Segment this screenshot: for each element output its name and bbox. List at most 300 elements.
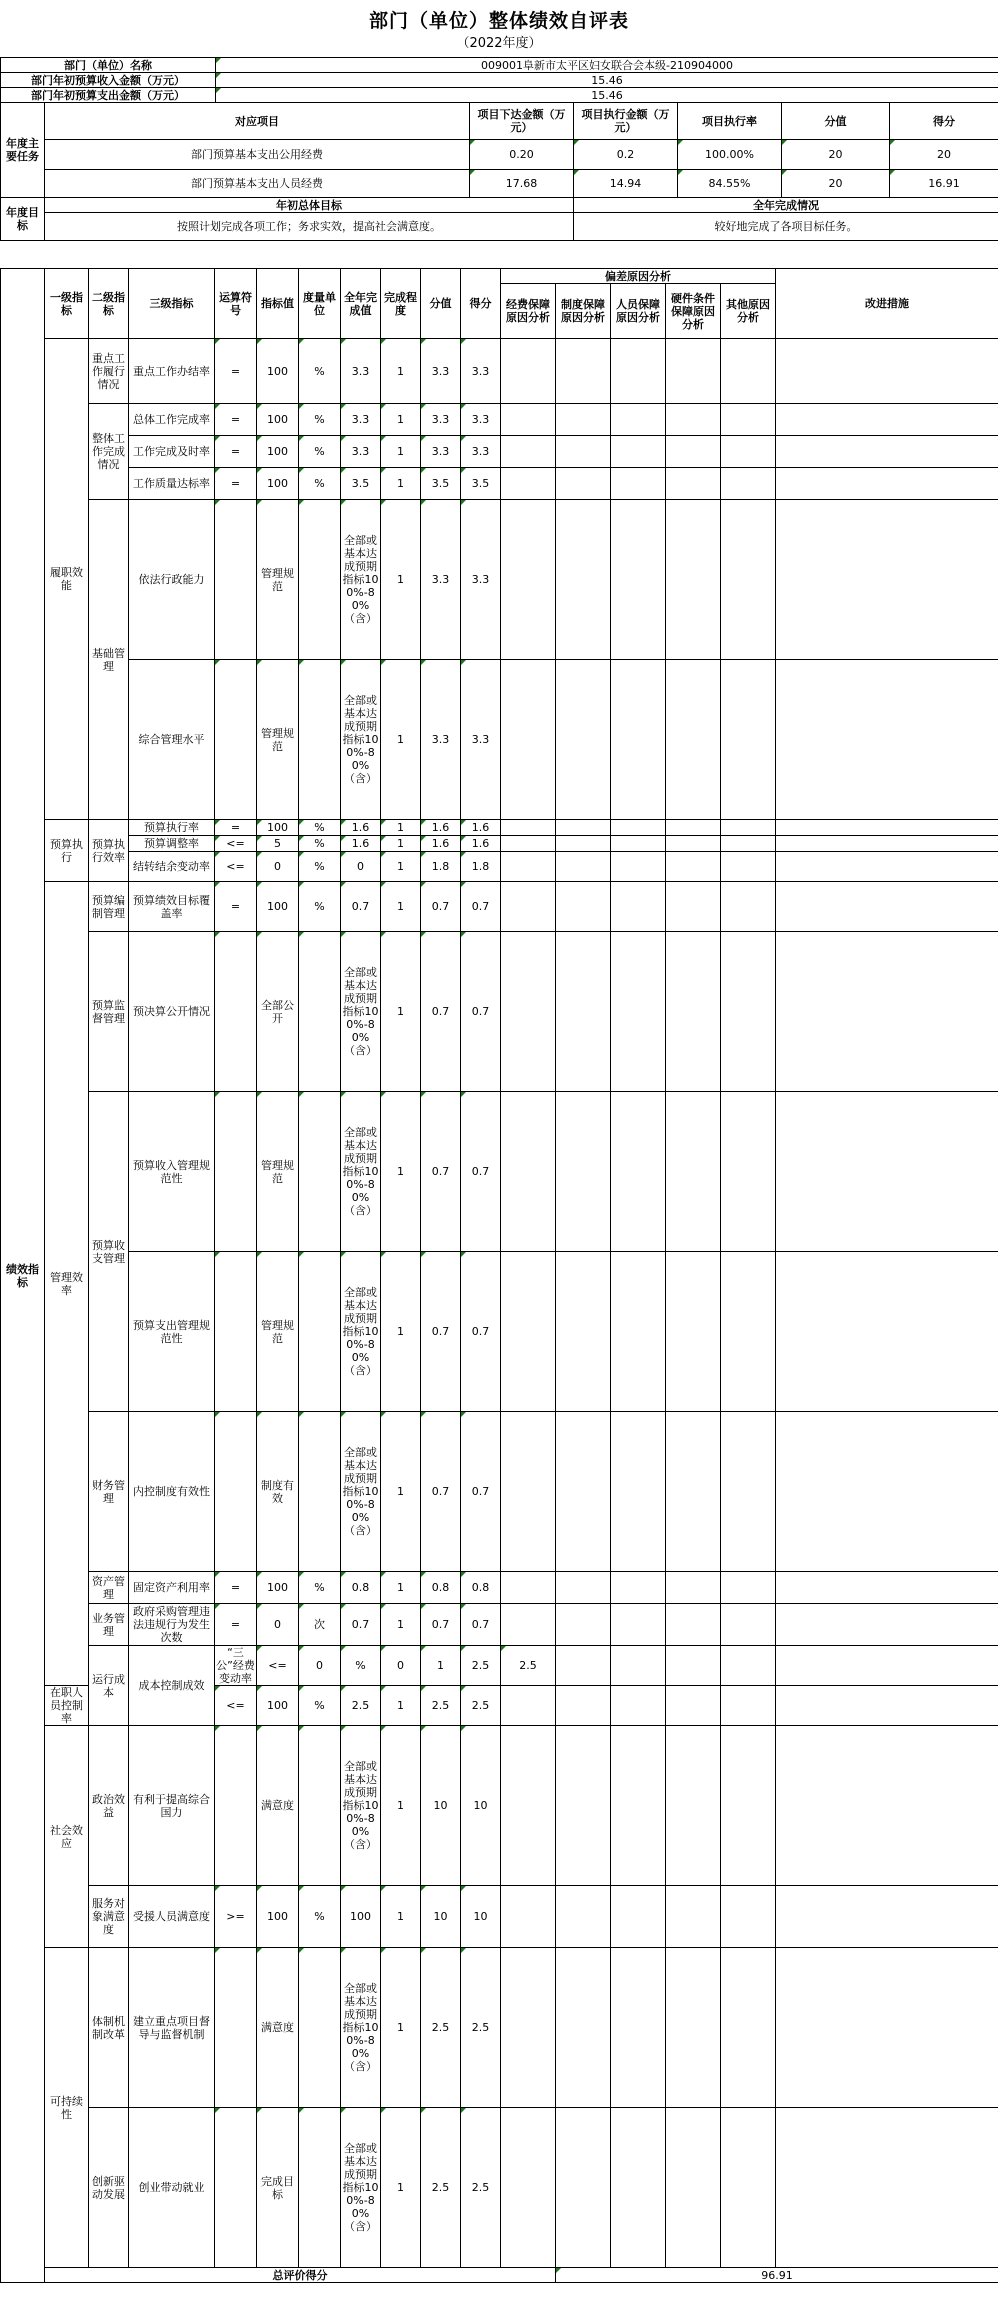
dev-cell: [721, 1886, 776, 1948]
degree-cell: 1: [381, 660, 421, 820]
dev-cell: [721, 2108, 776, 2268]
dev-cell: [556, 852, 611, 882]
unit-cell: %: [299, 1686, 341, 1726]
dev-cell: [666, 1948, 721, 2108]
l2-cell: 整体工作完成情况: [89, 404, 129, 500]
degree-cell: 1: [381, 404, 421, 436]
degree-cell: 1: [381, 468, 421, 500]
degree-cell: 1: [381, 820, 421, 836]
dev-cell: [721, 1572, 776, 1604]
value-cell: 2.5: [421, 1686, 461, 1726]
op-cell: [215, 932, 257, 1092]
l3-cell: 工作质量达标率: [129, 468, 215, 500]
improve-cell: [776, 932, 998, 1092]
l2-cell: 体制机制改革: [89, 1948, 129, 2108]
unit-cell: [299, 1948, 341, 2108]
value-cell: 3.5: [421, 468, 461, 500]
target-cell: 满意度: [257, 1726, 299, 1886]
actual-cell: 全部或基本达成预期指标100%-80%（含）: [341, 1726, 381, 1886]
dev-cell: [666, 339, 721, 404]
target-cell: 0: [257, 1604, 299, 1646]
dev-cell: [666, 404, 721, 436]
actual-cell: 0.7: [341, 882, 381, 932]
l1-cell: 预算执行: [45, 820, 89, 882]
dev-cell: [721, 436, 776, 468]
actual-cell: 100: [341, 1886, 381, 1948]
unit-cell: %: [299, 820, 341, 836]
dev-cell: [776, 1646, 998, 1686]
dev-cell: [721, 1092, 776, 1252]
target-cell: 0: [299, 1646, 341, 1686]
op-cell: =: [215, 436, 257, 468]
dev-cell: [611, 1686, 666, 1726]
task-value: 20: [782, 140, 890, 170]
dev-cell: [666, 882, 721, 932]
score-cell: 3.3: [461, 339, 501, 404]
op-cell: [215, 660, 257, 820]
dev-cell: [721, 1412, 776, 1572]
improve-cell: [776, 468, 998, 500]
col-dev: 偏差原因分析: [501, 269, 776, 284]
op-cell: [215, 1948, 257, 2108]
value-cell: 3.3: [421, 404, 461, 436]
op-cell: [215, 500, 257, 660]
goal-plan: 按照计划完成各项工作；务求实效，提高社会满意度。: [45, 213, 574, 241]
degree-cell: 1: [381, 1092, 421, 1252]
dev-cell: [721, 1252, 776, 1412]
l1-cell: 可持续性: [45, 1948, 89, 2268]
dev-cell: [666, 660, 721, 820]
total-label: 总评价得分: [45, 2268, 556, 2283]
col-item: 对应项目: [45, 103, 470, 140]
value-cell: 0.7: [421, 1252, 461, 1412]
degree-cell: 1: [381, 1572, 421, 1604]
value-cell: 1.8: [421, 852, 461, 882]
l2-cell: 服务对象满意度: [89, 1886, 129, 1948]
value-cell: 0.7: [421, 882, 461, 932]
income-label: 部门年初预算收入金额（万元）: [1, 73, 216, 88]
l3-cell: 有利于提高综合国力: [129, 1726, 215, 1886]
dev-cell: [666, 932, 721, 1092]
score-cell: 10: [461, 1726, 501, 1886]
improve-cell: [776, 1886, 998, 1948]
task-value: 20: [782, 170, 890, 198]
op-cell: [215, 1726, 257, 1886]
unit-cell: [299, 1252, 341, 1412]
task-exec: 0.2: [574, 140, 678, 170]
l3-cell: 预算收入管理规范性: [129, 1092, 215, 1252]
score-cell: 0.7: [461, 1604, 501, 1646]
value-cell: 1.6: [421, 836, 461, 852]
task-alloc: 0.20: [470, 140, 574, 170]
actual-cell: 全部或基本达成预期指标100%-80%（含）: [341, 932, 381, 1092]
l3-cell: 预决算公开情况: [129, 932, 215, 1092]
improve-cell: [776, 836, 998, 852]
dev-cell: [501, 1092, 556, 1252]
score-cell: 0.7: [461, 932, 501, 1092]
col-dev-funds: 经费保障原因分析: [501, 284, 556, 339]
score-cell: 0.8: [461, 1572, 501, 1604]
l2-cell: 基础管理: [89, 500, 129, 820]
l3-cell: 预算绩效目标覆盖率: [129, 882, 215, 932]
performance-table: [0, 268, 998, 2283]
actual-cell: 3.3: [341, 339, 381, 404]
dev-cell: [501, 339, 556, 404]
main-task-label: 年度主要任务: [1, 103, 45, 198]
op-cell: <=: [215, 836, 257, 852]
col-l3: 三级指标: [129, 269, 215, 339]
annual-goal-label: 年度目标: [1, 198, 45, 241]
improve-cell: [776, 1412, 998, 1572]
dev-cell: [556, 1252, 611, 1412]
improve-cell: [776, 852, 998, 882]
dev-cell: [556, 882, 611, 932]
actual-cell: 3.3: [341, 436, 381, 468]
improve-cell: [776, 1726, 998, 1886]
target-cell: 100: [257, 1886, 299, 1948]
task-name: 部门预算基本支出人员经费: [45, 170, 470, 198]
dev-cell: [666, 500, 721, 660]
actual-cell: 全部或基本达成预期指标100%-80%（含）: [341, 1252, 381, 1412]
value-cell: 3.3: [421, 500, 461, 660]
degree-cell: 1: [381, 1412, 421, 1572]
col-exec-amt: 项目执行金额（万元）: [574, 103, 678, 140]
score-cell: 10: [461, 1886, 501, 1948]
dev-cell: [611, 820, 666, 836]
unit-cell: %: [299, 468, 341, 500]
score-cell: 1.6: [461, 820, 501, 836]
expense-value: 15.46: [216, 88, 998, 103]
score-cell: 0.7: [461, 1412, 501, 1572]
degree-cell: 1: [381, 1686, 421, 1726]
dev-cell: [666, 1572, 721, 1604]
goal-col-done: 全年完成情况: [574, 198, 998, 213]
col-actual: 全年完成值: [341, 269, 381, 339]
l3-cell: 创业带动就业: [129, 2108, 215, 2268]
actual-cell: 0: [381, 1646, 421, 1686]
dev-cell: [721, 1646, 776, 1686]
dev-cell: [611, 500, 666, 660]
l3-cell: 重点工作办结率: [129, 339, 215, 404]
op-cell: <=: [215, 852, 257, 882]
improve-cell: [776, 1252, 998, 1412]
actual-cell: 0.8: [341, 1572, 381, 1604]
col-dev-staff: 人员保障原因分析: [611, 284, 666, 339]
op-cell: =: [215, 468, 257, 500]
l3-cell: 预算调整率: [129, 836, 215, 852]
unit-cell: 次: [299, 1604, 341, 1646]
score-cell: 0.7: [461, 1252, 501, 1412]
dev-cell: [501, 1726, 556, 1886]
unit-cell: %: [299, 836, 341, 852]
col-score-value: 分值: [782, 103, 890, 140]
op-cell: =: [215, 820, 257, 836]
target-cell: 100: [257, 436, 299, 468]
score-cell: 1.6: [461, 836, 501, 852]
score-cell: 3.3: [461, 660, 501, 820]
op-cell: <=: [257, 1646, 299, 1686]
goal-done: 较好地完成了各项目标任务。: [574, 213, 998, 241]
income-value: 15.46: [216, 73, 998, 88]
dev-cell: [666, 820, 721, 836]
improve-cell: [776, 1604, 998, 1646]
score-cell: 3.3: [461, 404, 501, 436]
value-cell: 0.7: [421, 1412, 461, 1572]
dev-cell: [501, 1886, 556, 1948]
actual-cell: 全部或基本达成预期指标100%-80%（含）: [341, 1948, 381, 2108]
improve-cell: [776, 2108, 998, 2268]
l2-cell: 预算收支管理: [89, 1092, 129, 1412]
value-cell: 3.3: [421, 436, 461, 468]
l1-cell: 履职效能: [45, 339, 89, 820]
task-alloc: 17.68: [470, 170, 574, 198]
target-cell: 管理规范: [257, 1252, 299, 1412]
target-cell: 管理规范: [257, 660, 299, 820]
col-l2: 二级指标: [89, 269, 129, 339]
dev-cell: [556, 1726, 611, 1886]
value-cell: 0.8: [421, 1572, 461, 1604]
task-name: 部门预算基本支出公用经费: [45, 140, 470, 170]
l3-cell: 内控制度有效性: [129, 1412, 215, 1572]
dev-cell: [721, 882, 776, 932]
dev-cell: [501, 882, 556, 932]
degree-cell: 1: [381, 1948, 421, 2108]
unit-cell: %: [299, 339, 341, 404]
actual-cell: 3.5: [341, 468, 381, 500]
target-cell: 管理规范: [257, 500, 299, 660]
dev-cell: [721, 1726, 776, 1886]
actual-cell: 全部或基本达成预期指标100%-80%（含）: [341, 660, 381, 820]
op-cell: =: [215, 404, 257, 436]
unit-cell: [299, 660, 341, 820]
dev-cell: [501, 1252, 556, 1412]
dev-cell: [556, 660, 611, 820]
l3-cell: 工作完成及时率: [129, 436, 215, 468]
dept-name-value: 009001阜新市太平区妇女联合会本级-210904000: [216, 58, 998, 73]
col-alloc: 项目下达金额（万元）: [470, 103, 574, 140]
value-cell: 3.3: [421, 339, 461, 404]
dept-name-label: 部门（单位）名称: [1, 58, 216, 73]
op-cell: =: [215, 882, 257, 932]
op-cell: =: [215, 339, 257, 404]
l2-cell: 预算执行效率: [89, 820, 129, 882]
value-cell: 10: [421, 1886, 461, 1948]
dev-cell: [611, 339, 666, 404]
page-subtitle: （2022年度）: [456, 36, 542, 51]
dev-cell: [611, 1726, 666, 1886]
dev-cell: [666, 2108, 721, 2268]
l3-cell: 受援人员满意度: [129, 1886, 215, 1948]
unit-cell: %: [299, 852, 341, 882]
actual-cell: 1.6: [341, 836, 381, 852]
dev-cell: [501, 436, 556, 468]
dev-cell: [501, 404, 556, 436]
target-cell: 全部公开: [257, 932, 299, 1092]
dev-cell: [666, 436, 721, 468]
dev-cell: [501, 500, 556, 660]
degree-cell: 1: [381, 836, 421, 852]
l3-cell: 总体工作完成率: [129, 404, 215, 436]
dev-cell: [721, 852, 776, 882]
dev-cell: [666, 836, 721, 852]
unit-cell: %: [299, 882, 341, 932]
dev-cell: [611, 404, 666, 436]
task-score: 20: [890, 140, 998, 170]
col-score: 得分: [461, 269, 501, 339]
dev-cell: [556, 1604, 611, 1646]
dev-cell: [556, 1948, 611, 2108]
actual-cell: 3.3: [341, 404, 381, 436]
actual-cell: 2.5: [341, 1686, 381, 1726]
dev-cell: [611, 1646, 666, 1686]
dev-cell: [666, 1252, 721, 1412]
dev-cell: [556, 836, 611, 852]
op-cell: [215, 1412, 257, 1572]
l3-cell: 预算支出管理规范性: [129, 1252, 215, 1412]
value-cell: 2.5: [461, 1646, 501, 1686]
col-score: 得分: [890, 103, 998, 140]
actual-cell: 全部或基本达成预期指标100%-80%（含）: [341, 500, 381, 660]
actual-cell: 全部或基本达成预期指标100%-80%（含）: [341, 2108, 381, 2268]
unit-cell: %: [299, 1572, 341, 1604]
l2-cell: 重点工作履行情况: [89, 339, 129, 404]
op-cell: <=: [215, 1686, 257, 1726]
page-title: 部门（单位）整体绩效自评表: [368, 10, 629, 32]
dev-cell: [501, 852, 556, 882]
value-cell: 1.6: [421, 820, 461, 836]
header-table: [0, 57, 998, 241]
degree-cell: 1: [381, 2108, 421, 2268]
dev-cell: [556, 1686, 611, 1726]
col-dev-hardware: 硬件条件保障原因分析: [666, 284, 721, 339]
target-cell: 满意度: [257, 1948, 299, 2108]
improve-cell: [776, 436, 998, 468]
dev-cell: [721, 1604, 776, 1646]
op-cell: [215, 1092, 257, 1252]
score-cell: 2.5: [461, 2108, 501, 2268]
dev-cell: [556, 436, 611, 468]
dev-cell: [721, 404, 776, 436]
dev-cell: [611, 660, 666, 820]
improve-cell: [776, 882, 998, 932]
dev-cell: [611, 932, 666, 1092]
l2-cell: 预算监督管理: [89, 932, 129, 1092]
dev-cell: [666, 1726, 721, 1886]
value-cell: 0.7: [421, 932, 461, 1092]
degree-cell: 1: [381, 1726, 421, 1886]
score-cell: 2.5: [501, 1646, 556, 1686]
degree-cell: 1: [421, 1646, 461, 1686]
score-cell: 2.5: [461, 1948, 501, 2108]
l2-cell: 成本控制成效: [129, 1646, 215, 1726]
actual-cell: 1.6: [341, 820, 381, 836]
task-score: 16.91: [890, 170, 998, 198]
improve-cell: [776, 404, 998, 436]
unit-cell: %: [299, 1886, 341, 1948]
dev-cell: [611, 836, 666, 852]
improve-cell: [776, 1572, 998, 1604]
l1-cell: 运行成本: [89, 1646, 129, 1726]
improve-cell: [776, 339, 998, 404]
target-cell: 100: [257, 1572, 299, 1604]
dev-cell: [501, 836, 556, 852]
value-cell: 3.3: [421, 660, 461, 820]
dev-cell: [611, 436, 666, 468]
dev-cell: [611, 1886, 666, 1948]
l3-cell: 建立重点项目督导与监督机制: [129, 1948, 215, 2108]
dev-cell: [611, 1412, 666, 1572]
dev-cell: [666, 1886, 721, 1948]
dev-cell: [721, 339, 776, 404]
dev-cell: [501, 1604, 556, 1646]
l3-cell: “三公”经费变动率: [216, 1646, 255, 1685]
dev-cell: [501, 2108, 556, 2268]
unit-cell: [299, 1412, 341, 1572]
actual-cell: 0.7: [341, 1604, 381, 1646]
target-cell: 0: [257, 852, 299, 882]
dev-cell: [666, 852, 721, 882]
degree-cell: 1: [381, 882, 421, 932]
dev-cell: [666, 1686, 721, 1726]
dev-cell: [721, 820, 776, 836]
actual-cell: 全部或基本达成预期指标100%-80%（含）: [341, 1092, 381, 1252]
dev-cell: [501, 468, 556, 500]
target-cell: 5: [257, 836, 299, 852]
target-cell: 100: [257, 404, 299, 436]
col-op: 运算符号: [215, 269, 257, 339]
target-cell: 制度有效: [257, 1412, 299, 1572]
dev-cell: [611, 2108, 666, 2268]
target-cell: 100: [257, 339, 299, 404]
dev-cell: [556, 339, 611, 404]
unit-cell: [299, 932, 341, 1092]
l2-cell: 业务管理: [89, 1604, 129, 1646]
dev-cell: [556, 1646, 611, 1686]
dev-cell: [611, 1092, 666, 1252]
dev-cell: [611, 1604, 666, 1646]
degree-cell: 1: [381, 339, 421, 404]
dev-cell: [666, 468, 721, 500]
dev-cell: [556, 1092, 611, 1252]
target-cell: 100: [257, 882, 299, 932]
unit-cell: [299, 500, 341, 660]
l3-cell: 综合管理水平: [129, 660, 215, 820]
dev-cell: [501, 660, 556, 820]
goal-col-plan: 年初总体目标: [45, 198, 574, 213]
task-exec: 14.94: [574, 170, 678, 198]
col-improve: 改进措施: [776, 269, 998, 339]
unit-cell: %: [341, 1646, 381, 1686]
score-cell: 0.7: [461, 882, 501, 932]
dev-cell: [611, 1252, 666, 1412]
unit-cell: [299, 1726, 341, 1886]
dev-cell: [556, 932, 611, 1092]
l2-cell: 预算编制管理: [89, 882, 129, 932]
dev-cell: [501, 1686, 556, 1726]
degree-cell: 1: [381, 932, 421, 1092]
l3-cell: 依法行政能力: [129, 500, 215, 660]
dev-cell: [556, 404, 611, 436]
l3-cell: 预算执行率: [129, 820, 215, 836]
col-unit: 度量单位: [299, 269, 341, 339]
op-cell: [215, 1252, 257, 1412]
degree-cell: 1: [381, 1886, 421, 1948]
score-cell: 1.8: [461, 852, 501, 882]
dev-cell: [611, 882, 666, 932]
dev-cell: [501, 1948, 556, 2108]
value-cell: 2.5: [421, 2108, 461, 2268]
target-cell: 完成目标: [257, 2108, 299, 2268]
